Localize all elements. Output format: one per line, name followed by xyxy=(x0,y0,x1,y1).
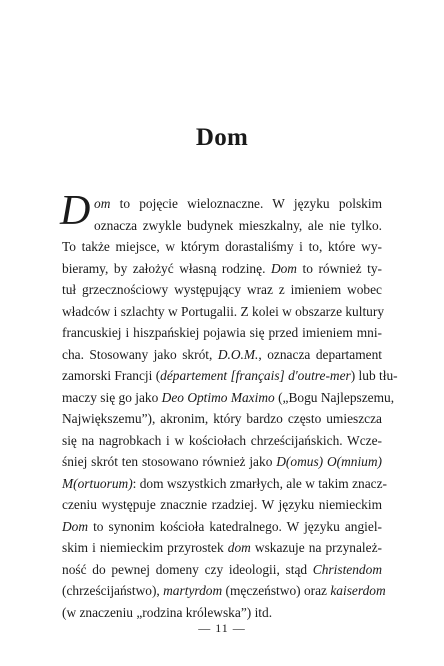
text-line: oznacza zwykle budynek mieszkalny, ale nie tylko. xyxy=(94,218,382,233)
text-line: czeniu występuje znacznie rzadziej. W języku niemieckim xyxy=(62,497,382,512)
chapter-title: Dom xyxy=(195,124,249,151)
text-line: cha. Stosowany jako skrót, D.O.M., oznacza departament xyxy=(62,347,382,362)
text-line: tuł grzecznościowy występujący wraz z imieniem wobec xyxy=(62,282,382,297)
text-line: Największemu”), akronim, który bardzo często umieszcza xyxy=(62,411,382,426)
text-line: ność do pewnej domeny czy ideologii, stąd Christendom xyxy=(62,562,382,577)
text-line: (w znaczeniu „rodzina królewska”) itd. xyxy=(62,605,273,620)
drop-cap: D xyxy=(60,188,91,234)
text-line: To także miejsce, w którym dorastaliśmy i to, które wy- xyxy=(62,239,382,254)
text-line: francuskiej i hiszpańskiej pojawia się przed imieniem mni- xyxy=(62,325,382,340)
text-line: bieramy, by założyć własną rodzinę. Dom to również ty- xyxy=(62,261,382,276)
text-line: zamorski Francji (département [français] d'outre-mer) lub tłu- xyxy=(62,368,398,383)
text-line: się na nagrobkach i w kościołach chrześcijańskich. Wcze- xyxy=(62,433,382,448)
text-line: M(ortuorum): dom wszystkich zmarłych, ale w takim znacz- xyxy=(62,476,388,491)
page-number: — 11 — xyxy=(198,621,246,635)
text-line: (chrześcijaństwo), martyrdom (męczeństwo) oraz kaiserdom xyxy=(62,583,386,598)
text-line: om to pojęcie wieloznaczne. W języku polskim xyxy=(94,196,382,211)
text-line: śniej skrót ten stosowano również jako D(omus) O(mnium) xyxy=(62,454,382,469)
text-line: Dom to synonim kościoła katedralnego. W języku angiel- xyxy=(62,519,382,534)
text-line: maczy się go jako Deo Optimo Maximo („Bogu Najlepszemu, xyxy=(62,390,395,405)
text-line: władców i szlachty w Portugalii. Z kolei w obszarze kultury xyxy=(62,304,385,319)
text-line: skim i niemieckim przyrostek dom wskazuje na przynależ- xyxy=(62,540,382,555)
